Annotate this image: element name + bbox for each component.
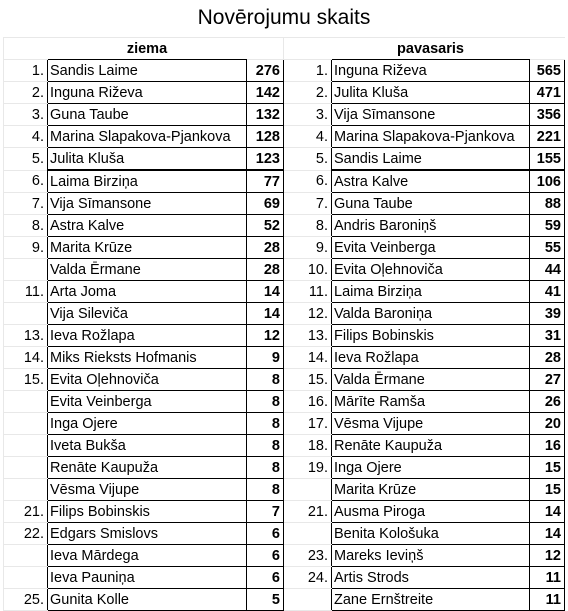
spring-count: 471 xyxy=(530,82,565,104)
table-row xyxy=(4,523,565,545)
table-row xyxy=(4,148,565,171)
spring-name: Inguna Riževa xyxy=(332,60,530,82)
winter-rank: 13. xyxy=(4,325,48,347)
spring-rank: 23. xyxy=(284,545,332,567)
spring-name: Evita Oļehnoviča xyxy=(332,259,530,281)
winter-name: Ieva Pauniņa xyxy=(48,567,247,589)
page-title: Novērojumu skaits xyxy=(197,6,371,29)
winter-count: 142 xyxy=(247,82,284,104)
spring-count: 16 xyxy=(530,435,565,457)
winter-name: Julita Kluša xyxy=(48,148,247,171)
spring-rank: 7. xyxy=(284,193,332,215)
spring-rank: 6. xyxy=(284,170,332,193)
table-row xyxy=(4,325,565,347)
spring-name: Valda Ērmane xyxy=(332,369,530,391)
winter-rank: 8. xyxy=(4,215,48,237)
winter-count: 77 xyxy=(247,170,284,193)
winter-count: 5 xyxy=(247,589,284,611)
winter-rank xyxy=(4,303,48,325)
table-row xyxy=(4,545,565,567)
table-row xyxy=(4,259,565,281)
spring-rank: 16. xyxy=(284,391,332,413)
spring-rank: 2. xyxy=(284,82,332,104)
spring-rank: 19. xyxy=(284,457,332,479)
header-spacer xyxy=(284,38,332,60)
spring-name: Julita Kluša xyxy=(332,82,530,104)
spring-count: 31 xyxy=(530,325,565,347)
spring-count: 15 xyxy=(530,479,565,501)
spring-name: Vēsma Vijupe xyxy=(332,413,530,435)
winter-count: 8 xyxy=(247,369,284,391)
winter-rank: 9. xyxy=(4,237,48,259)
winter-name: Iveta Bukša xyxy=(48,435,247,457)
table-row xyxy=(4,281,565,303)
winter-rank: 7. xyxy=(4,193,48,215)
winter-name: Arta Joma xyxy=(48,281,247,303)
spring-name: Marita Krūze xyxy=(332,479,530,501)
winter-rank xyxy=(4,457,48,479)
winter-rank: 1. xyxy=(4,60,48,82)
table-row xyxy=(4,126,565,148)
spring-rank: 12. xyxy=(284,303,332,325)
spring-name: Ausma Piroga xyxy=(332,501,530,523)
winter-count: 28 xyxy=(247,237,284,259)
spring-rank xyxy=(284,523,332,545)
winter-count: 6 xyxy=(247,545,284,567)
winter-count: 69 xyxy=(247,193,284,215)
winter-count: 8 xyxy=(247,479,284,501)
winter-rank: 2. xyxy=(4,82,48,104)
winter-rank xyxy=(4,567,48,589)
spring-count: 106 xyxy=(530,170,565,193)
winter-name: Marita Krūze xyxy=(48,237,247,259)
winter-name: Vija Sileviča xyxy=(48,303,247,325)
spring-rank: 17. xyxy=(284,413,332,435)
spring-rank xyxy=(284,589,332,611)
winter-count: 6 xyxy=(247,523,284,545)
winter-name: Sandis Laime xyxy=(48,60,247,82)
winter-rank: 5. xyxy=(4,148,48,171)
winter-name: Vēsma Vijupe xyxy=(48,479,247,501)
winter-rank: 21. xyxy=(4,501,48,523)
winter-name: Valda Ērmane xyxy=(48,259,247,281)
spring-name: Mārīte Ramša xyxy=(332,391,530,413)
winter-rank xyxy=(4,413,48,435)
table-row xyxy=(4,104,565,126)
spring-count: 88 xyxy=(530,193,565,215)
spring-rank: 1. xyxy=(284,60,332,82)
winter-rank xyxy=(4,479,48,501)
winter-rank xyxy=(4,545,48,567)
winter-count: 14 xyxy=(247,281,284,303)
table-row xyxy=(4,589,565,611)
winter-name: Gunita Kolle xyxy=(48,589,247,611)
spring-rank xyxy=(284,479,332,501)
spring-name: Filips Bobinskis xyxy=(332,325,530,347)
spring-rank: 9. xyxy=(284,237,332,259)
spring-count: 41 xyxy=(530,281,565,303)
spring-rank: 21. xyxy=(284,501,332,523)
spring-header: pavasaris xyxy=(332,38,530,60)
table-row xyxy=(4,413,565,435)
winter-name: Inga Ojere xyxy=(48,413,247,435)
table-row xyxy=(4,60,565,82)
winter-rank: 25. xyxy=(4,589,48,611)
winter-name: Evita Oļehnoviča xyxy=(48,369,247,391)
winter-name: Guna Taube xyxy=(48,104,247,126)
spring-count: 12 xyxy=(530,545,565,567)
spring-rank: 15. xyxy=(284,369,332,391)
spring-count: 221 xyxy=(530,126,565,148)
winter-name: Ieva Mārdega xyxy=(48,545,247,567)
spring-name: Vija Sīmansone xyxy=(332,104,530,126)
spring-name: Sandis Laime xyxy=(332,148,530,171)
spring-count: 11 xyxy=(530,567,565,589)
spring-rank: 11. xyxy=(284,281,332,303)
table-row xyxy=(4,82,565,104)
winter-count: 9 xyxy=(247,347,284,369)
winter-count: 128 xyxy=(247,126,284,148)
winter-count: 8 xyxy=(247,413,284,435)
spring-count: 27 xyxy=(530,369,565,391)
table-row xyxy=(4,567,565,589)
winter-rank xyxy=(4,435,48,457)
spring-count: 26 xyxy=(530,391,565,413)
winter-count: 7 xyxy=(247,501,284,523)
winter-rank xyxy=(4,259,48,281)
winter-count: 8 xyxy=(247,457,284,479)
spring-rank: 8. xyxy=(284,215,332,237)
spring-rank: 14. xyxy=(284,347,332,369)
spring-rank: 24. xyxy=(284,567,332,589)
spring-count: 39 xyxy=(530,303,565,325)
winter-name: Marina Slapakova-Pjankova xyxy=(48,126,247,148)
spring-name: Ieva Rožlapa xyxy=(332,347,530,369)
spring-name: Andris Baroniņš xyxy=(332,215,530,237)
winter-rank: 4. xyxy=(4,126,48,148)
winter-rank xyxy=(4,391,48,413)
spring-count: 14 xyxy=(530,501,565,523)
table-row xyxy=(4,435,565,457)
winter-name: Astra Kalve xyxy=(48,215,247,237)
observations-table xyxy=(3,37,565,611)
winter-rank: 15. xyxy=(4,369,48,391)
spring-count: 15 xyxy=(530,457,565,479)
spring-rank: 13. xyxy=(284,325,332,347)
winter-name: Renāte Kaupuža xyxy=(48,457,247,479)
spring-name: Laima Birziņa xyxy=(332,281,530,303)
winter-count: 8 xyxy=(247,435,284,457)
winter-name: Evita Veinberga xyxy=(48,391,247,413)
spring-count: 565 xyxy=(530,60,565,82)
table-row xyxy=(4,303,565,325)
spring-name: Renāte Kaupuža xyxy=(332,435,530,457)
spring-name: Valda Baroniņa xyxy=(332,303,530,325)
spring-count: 44 xyxy=(530,259,565,281)
table-row xyxy=(4,369,565,391)
spring-name: Mareks Ieviņš xyxy=(332,545,530,567)
winter-count: 28 xyxy=(247,259,284,281)
spring-name: Benita Kološuka xyxy=(332,523,530,545)
spring-count: 11 xyxy=(530,589,565,611)
winter-rank: 3. xyxy=(4,104,48,126)
winter-name: Edgars Smislovs xyxy=(48,523,247,545)
table-row xyxy=(4,237,565,259)
spring-count: 59 xyxy=(530,215,565,237)
spring-rank: 10. xyxy=(284,259,332,281)
winter-rank: 11. xyxy=(4,281,48,303)
winter-rank: 22. xyxy=(4,523,48,545)
spring-name: Marina Slapakova-Pjankova xyxy=(332,126,530,148)
spring-name: Inga Ojere xyxy=(332,457,530,479)
spring-count: 155 xyxy=(530,148,565,171)
header-spacer xyxy=(4,38,48,60)
header-spacer xyxy=(530,38,565,60)
spring-rank: 18. xyxy=(284,435,332,457)
header-spacer xyxy=(247,38,284,60)
winter-count: 276 xyxy=(247,60,284,82)
spring-rank: 3. xyxy=(284,104,332,126)
spring-rank: 4. xyxy=(284,126,332,148)
spring-name: Guna Taube xyxy=(332,193,530,215)
table-row xyxy=(4,170,565,193)
winter-rank: 6. xyxy=(4,170,48,193)
winter-name: Miks Rieksts Hofmanis xyxy=(48,347,247,369)
winter-name: Laima Birziņa xyxy=(48,170,247,193)
spring-name: Zane Ernštreite xyxy=(332,589,530,611)
winter-name: Inguna Riževa xyxy=(48,82,247,104)
header-row xyxy=(4,38,565,60)
spring-count: 20 xyxy=(530,413,565,435)
table-row xyxy=(4,215,565,237)
spring-count: 356 xyxy=(530,104,565,126)
winter-count: 14 xyxy=(247,303,284,325)
winter-count: 132 xyxy=(247,104,284,126)
spring-rank: 5. xyxy=(284,148,332,171)
table-body xyxy=(4,60,565,611)
winter-name: Ieva Rožlapa xyxy=(48,325,247,347)
spring-count: 28 xyxy=(530,347,565,369)
winter-name: Vija Sīmansone xyxy=(48,193,247,215)
spring-count: 55 xyxy=(530,237,565,259)
table-row xyxy=(4,501,565,523)
table-row xyxy=(4,457,565,479)
winter-count: 52 xyxy=(247,215,284,237)
spring-count: 14 xyxy=(530,523,565,545)
spring-name: Astra Kalve xyxy=(332,170,530,193)
spring-name: Artis Strods xyxy=(332,567,530,589)
spring-name: Evita Veinberga xyxy=(332,237,530,259)
winter-count: 8 xyxy=(247,391,284,413)
winter-name: Filips Bobinskis xyxy=(48,501,247,523)
winter-count: 6 xyxy=(247,567,284,589)
winter-header: ziema xyxy=(48,38,247,60)
winter-count: 123 xyxy=(247,148,284,171)
table-row xyxy=(4,479,565,501)
table-row xyxy=(4,391,565,413)
winter-count: 12 xyxy=(247,325,284,347)
winter-rank: 14. xyxy=(4,347,48,369)
table-row xyxy=(4,347,565,369)
table-row xyxy=(4,193,565,215)
